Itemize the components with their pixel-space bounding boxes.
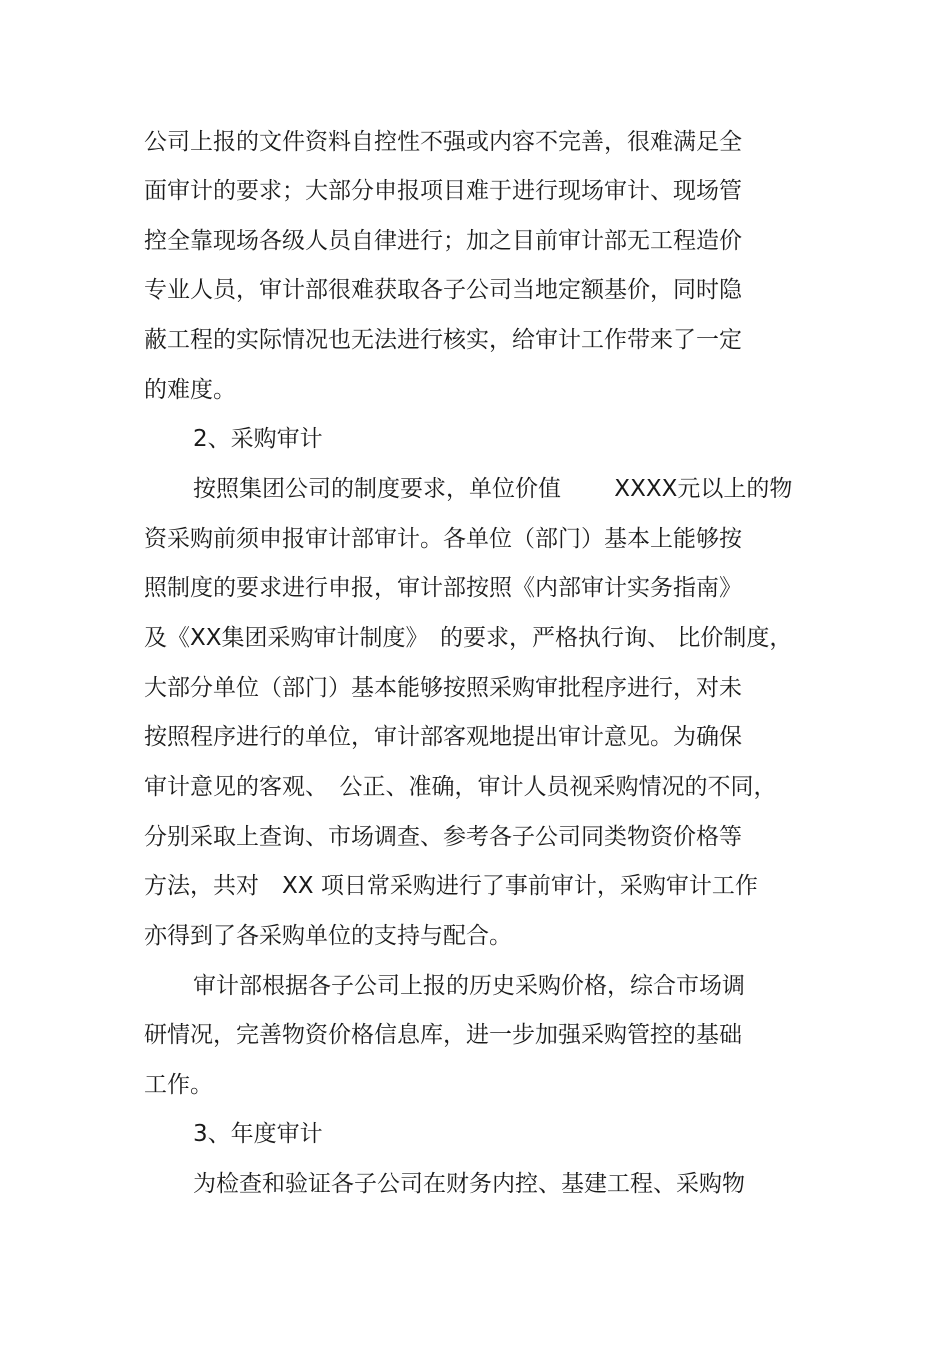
paragraph-line-13: 按照程序进行的单位，审计部客观地提出审计意见。为确保: [144, 724, 742, 750]
section-heading-procurement-audit: 2、采购审计: [193, 426, 323, 452]
section-heading-annual-audit: 3、年度审计: [193, 1121, 323, 1147]
paragraph-line-17: 亦得到了各采购单位的支持与配合。: [144, 923, 512, 949]
paragraph-line-4: 专业人员，审计部很难获取各子公司当地定额基价，同时隐: [144, 277, 742, 303]
paragraph-line-19: 研情况，完善物资价格信息库，进一步加强采购管控的基础: [144, 1022, 742, 1048]
paragraph-line-2: 面审计的要求；大部分申报项目难于进行现场审计、现场管: [144, 178, 742, 204]
paragraph-line-18: 审计部根据各子公司上报的历史采购价格，综合市场调: [193, 973, 745, 999]
paragraph-line-9: 资采购前须申报审计部审计。各单位（部门）基本上能够按: [144, 526, 742, 552]
paragraph-line-11: 及《XX集团采购审计制度》 的要求，严格执行询、 比价制度，: [144, 625, 793, 651]
paragraph-line-6: 的难度。: [144, 377, 236, 403]
paragraph-line-8: 按照集团公司的制度要求，单位价值 XXXX元以上的物: [193, 476, 793, 502]
paragraph-line-3: 控全靠现场各级人员自律进行；加之目前审计部无工程造价: [144, 228, 742, 254]
paragraph-line-22: 为检查和验证各子公司在财务内控、基建工程、采购物: [193, 1171, 745, 1197]
paragraph-line-14: 审计意见的客观、 公正、准确，审计人员视采购情况的不同，: [144, 774, 777, 800]
paragraph-line-16: 方法，共对 XX 项日常采购进行了事前审计，采购审计工作: [144, 873, 758, 899]
paragraph-line-12: 大部分单位（部门）基本能够按照采购审批程序进行，对未: [144, 675, 742, 701]
paragraph-line-20: 工作。: [144, 1072, 213, 1098]
paragraph-line-10: 照制度的要求进行申报，审计部按照《内部审计实务指南》: [144, 575, 742, 601]
paragraph-line-5: 蔽工程的实际情况也无法进行核实，给审计工作带来了一定: [144, 327, 742, 353]
paragraph-line-15: 分别采取上查询、市场调查、参考各子公司同类物资价格等: [144, 824, 742, 850]
paragraph-line-1: 公司上报的文件资料自控性不强或内容不完善，很难满足全: [144, 129, 742, 155]
